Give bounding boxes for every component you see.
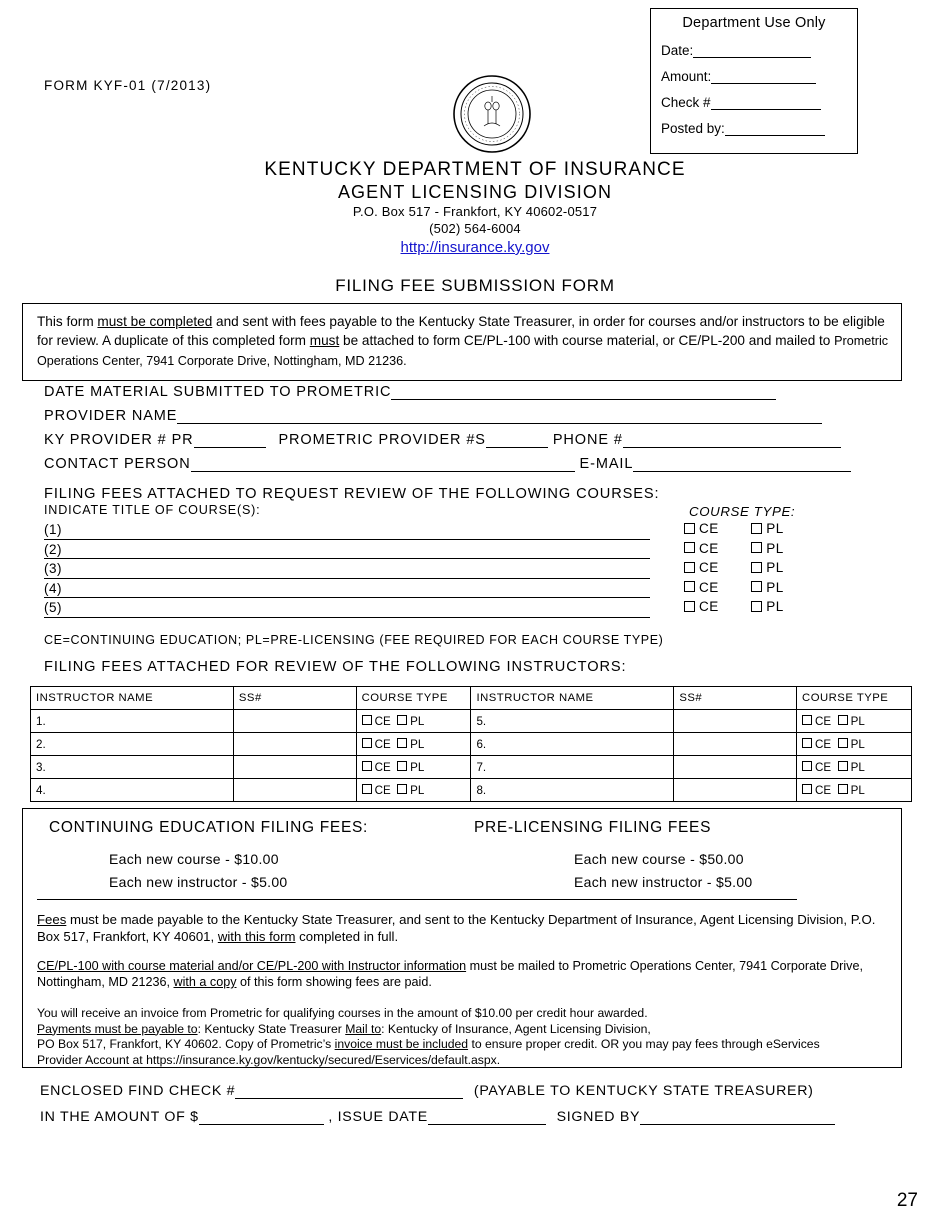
fees-p1-text-b: completed in full. xyxy=(295,929,399,944)
table-row xyxy=(31,779,912,802)
checkbox-ce-icon[interactable] xyxy=(362,784,372,794)
checkbox-pl-icon[interactable] xyxy=(838,738,848,748)
course-type-cell xyxy=(797,733,912,756)
header-ss-right: SS# xyxy=(674,687,797,710)
dept-date-label: Date: xyxy=(661,43,694,58)
ce-label: CE xyxy=(815,714,832,728)
amount-row xyxy=(40,1108,910,1134)
course-title-input[interactable] xyxy=(44,597,650,598)
dept-amount-field[interactable] xyxy=(711,70,816,84)
check-number-input[interactable] xyxy=(235,1082,463,1099)
course-type-cell xyxy=(797,779,912,802)
fees-box xyxy=(22,808,902,1068)
date-material-row xyxy=(44,383,906,407)
ky-provider-label: KY PROVIDER # PR xyxy=(44,432,194,448)
enclosed-check-row xyxy=(40,1082,910,1108)
course-type-cell xyxy=(797,710,912,733)
course-row xyxy=(44,521,910,541)
fees-p3-text-a: : Kentucky State Treasurer xyxy=(197,1021,346,1036)
pl-label: PL xyxy=(410,783,425,797)
fees-p2-underline-2: with a copy xyxy=(173,975,237,989)
ss-cell[interactable] xyxy=(233,779,356,802)
ce-label: CE xyxy=(815,783,832,797)
table-row xyxy=(31,756,912,779)
prometric-provider-label: PROMETRIC PROVIDER #S xyxy=(278,432,486,448)
course-pl-label: PL xyxy=(766,540,784,556)
course-pl-label: PL xyxy=(766,560,784,575)
issue-date-input[interactable] xyxy=(428,1108,546,1125)
table-header-row xyxy=(31,687,912,710)
course-type-cell xyxy=(797,756,912,779)
fees-instructor-row xyxy=(37,874,887,890)
notice-underline-1: must be completed xyxy=(97,314,213,329)
department-use-only-box xyxy=(650,8,858,154)
notice-box xyxy=(22,303,902,381)
ss-cell[interactable] xyxy=(674,779,797,802)
state-seal-icon xyxy=(452,74,532,154)
fees-p2-text-a: must be mailed to Prometric Operations Center, 7941 Corporate Drive, Nottingham, MD 21236, xyxy=(37,959,863,989)
course-row xyxy=(44,580,910,600)
course-ce-label: CE xyxy=(699,540,719,556)
checkbox-ce-icon[interactable] xyxy=(684,542,695,553)
checkbox-pl-icon[interactable] xyxy=(751,562,762,573)
course-row-number: (5) xyxy=(44,600,62,615)
checkbox-pl-icon[interactable] xyxy=(397,738,407,748)
agency-name-line2: AGENT LICENSING DIVISION xyxy=(337,182,613,202)
checkbox-pl-icon[interactable] xyxy=(751,542,762,553)
checkbox-ce-icon[interactable] xyxy=(362,738,372,748)
email-input[interactable] xyxy=(633,455,851,472)
course-ce-label: CE xyxy=(699,599,719,614)
notice-text-a: This form xyxy=(37,314,98,329)
provider-name-row xyxy=(44,407,906,431)
header-instructor-name-right: INSTRUCTOR NAME xyxy=(471,687,674,710)
agency-name-line1: KENTUCKY DEPARTMENT OF INSURANCE xyxy=(264,159,686,180)
checkbox-ce-icon[interactable] xyxy=(802,784,812,794)
course-ce-label: CE xyxy=(699,521,719,536)
ss-cell[interactable] xyxy=(233,710,356,733)
instructor-name-cell[interactable]: 4. xyxy=(31,779,234,802)
course-pl-label: PL xyxy=(766,579,784,595)
provider-fields xyxy=(44,383,906,479)
course-type-legend: CE=CONTINUING EDUCATION; PL=PRE-LICENSING (FEE REQUIRED FOR EACH COURSE TYPE) xyxy=(44,632,664,647)
agency-address: P.O. Box 517 - Frankfort, KY 40602-0517 xyxy=(352,204,598,219)
course-title-input[interactable] xyxy=(44,558,650,559)
dept-posted-row xyxy=(661,121,847,136)
checkbox-pl-icon[interactable] xyxy=(838,784,848,794)
instructor-name-cell[interactable]: 8. xyxy=(471,779,674,802)
fees-p3-line2 xyxy=(37,1022,887,1038)
pl-course-fee: Each new course - $50.00 xyxy=(574,851,744,867)
notice-address: Prometric Operations Center, 7941 Corporate Drive, Nottingham, MD 21236. xyxy=(37,334,889,368)
pl-label: PL xyxy=(850,783,865,797)
checkbox-ce-icon[interactable] xyxy=(802,738,812,748)
pl-label: PL xyxy=(410,760,425,774)
ss-cell[interactable] xyxy=(674,756,797,779)
instructor-name-cell[interactable]: 1. xyxy=(31,710,234,733)
header-course-type-right: COURSE TYPE xyxy=(797,687,912,710)
payable-note: (PAYABLE TO KENTUCKY STATE TREASURER) xyxy=(473,1083,814,1099)
ce-label: CE xyxy=(815,737,832,751)
instructor-name-cell[interactable]: 3. xyxy=(31,756,234,779)
course-type-cell xyxy=(356,779,471,802)
courses-section-title: FILING FEES ATTACHED TO REQUEST REVIEW OF THE FOLLOWING COURSES: xyxy=(44,486,660,502)
fees-p3-underline-3: invoice must be included xyxy=(334,1037,469,1051)
instructor-table xyxy=(30,686,912,802)
fees-paragraph-2 xyxy=(37,958,887,990)
instructor-name-cell[interactable]: 5. xyxy=(471,710,674,733)
fees-p1-underline-2: with this form xyxy=(217,929,296,944)
date-material-input[interactable] xyxy=(391,383,776,400)
fees-p3-line1: You will receive an invoice from Prometric for qualifying courses in the amount of $10.00 per credit hour awarded. xyxy=(37,1006,648,1020)
pl-instructor-fee: Each new instructor - $5.00 xyxy=(574,874,753,890)
checkbox-pl-icon[interactable] xyxy=(397,761,407,771)
ss-cell[interactable] xyxy=(674,733,797,756)
fees-p3-line4: Provider Account at https://insurance.ky.gov/kentucky/secured/Eservices/default.aspx. xyxy=(37,1052,501,1067)
fees-p1-text-a: must be made payable to the Kentucky State Treasurer, and sent to the Kentucky Department of Insurance, Agent Licensing Division, P.O. Box 517, Frankfort, KY 40601, xyxy=(37,912,876,944)
checkbox-pl-icon[interactable] xyxy=(838,761,848,771)
signed-by-label: SIGNED BY xyxy=(556,1109,641,1125)
course-type-cell xyxy=(356,733,471,756)
course-title-input[interactable] xyxy=(44,617,650,618)
dept-posted-label: Posted by: xyxy=(661,121,725,136)
ss-cell[interactable] xyxy=(233,733,356,756)
pl-fees-title: PRE-LICENSING FILING FEES xyxy=(474,819,712,836)
table-row xyxy=(31,733,912,756)
contact-person-label: CONTACT PERSON xyxy=(44,456,191,472)
agency-website-link[interactable]: http://insurance.ky.gov xyxy=(400,239,550,256)
course-type-header: COURSE TYPE: xyxy=(689,504,796,519)
email-label: E-MAIL xyxy=(579,456,634,472)
checkbox-pl-icon[interactable] xyxy=(751,601,762,612)
signature-input[interactable] xyxy=(640,1108,835,1125)
fees-p1-underline-1: Fees xyxy=(37,912,67,927)
ce-course-fee: Each new course - $10.00 xyxy=(109,851,279,867)
course-ce-label: CE xyxy=(699,560,719,575)
course-rows xyxy=(44,521,910,619)
ce-instructor-fee: Each new instructor - $5.00 xyxy=(109,874,288,890)
page-number: 27 xyxy=(896,1190,918,1211)
fees-titles-row xyxy=(37,819,887,837)
course-row-number: (1) xyxy=(44,522,62,537)
course-row xyxy=(44,560,910,580)
fees-p3-text-c: PO Box 517, Frankfort, KY 40602. Copy of Prometric’s xyxy=(37,1037,335,1051)
fees-p3-text-d: to ensure proper credit. OR you may pay fees through eServices xyxy=(468,1037,820,1051)
course-type-checkboxes xyxy=(684,541,784,556)
ce-label: CE xyxy=(374,737,391,751)
ss-cell[interactable] xyxy=(233,756,356,779)
dept-amount-row xyxy=(661,69,847,84)
checkbox-pl-icon[interactable] xyxy=(838,715,848,725)
form-header xyxy=(0,158,950,296)
date-material-label: DATE MATERIAL SUBMITTED TO PROMETRIC xyxy=(44,384,392,400)
pl-label: PL xyxy=(850,714,865,728)
ss-cell[interactable] xyxy=(674,710,797,733)
phone-input[interactable] xyxy=(623,431,841,448)
instructor-name-cell[interactable]: 6. xyxy=(471,733,674,756)
header-course-type-left: COURSE TYPE xyxy=(356,687,471,710)
amount-label: IN THE AMOUNT OF $ xyxy=(40,1109,199,1125)
dept-check-field[interactable] xyxy=(711,96,821,110)
course-type-cell xyxy=(356,756,471,779)
pl-label: PL xyxy=(410,714,425,728)
department-use-only-title: Department Use Only xyxy=(682,15,826,31)
courses-section xyxy=(44,486,910,675)
dept-check-row xyxy=(661,95,847,110)
fees-paragraph-1 xyxy=(37,911,887,945)
courses-sub-title: INDICATE TITLE OF COURSE(S): xyxy=(44,503,261,517)
phone-label: PHONE # xyxy=(552,432,623,448)
enclosed-check-label: ENCLOSED FIND CHECK # xyxy=(40,1083,236,1099)
checkbox-ce-icon[interactable] xyxy=(684,562,695,573)
fees-course-row xyxy=(37,851,887,867)
prometric-provider-input[interactable] xyxy=(486,431,548,448)
fees-divider xyxy=(37,898,797,900)
dept-date-field[interactable] xyxy=(693,44,811,58)
form-number: FORM KYF-01 (7/2013) xyxy=(44,78,212,93)
dept-check-label: Check # xyxy=(661,95,711,110)
course-type-cell xyxy=(356,710,471,733)
checkbox-ce-icon[interactable] xyxy=(802,715,812,725)
pl-label: PL xyxy=(410,737,425,751)
ky-provider-input[interactable] xyxy=(194,431,266,448)
dept-posted-field[interactable] xyxy=(725,122,825,136)
course-title-input[interactable] xyxy=(44,578,650,579)
issue-date-label: , ISSUE DATE xyxy=(328,1109,428,1125)
provider-name-label: PROVIDER NAME xyxy=(44,408,178,424)
pl-label: PL xyxy=(850,737,865,751)
dept-amount-label: Amount: xyxy=(661,69,712,84)
pl-label: PL xyxy=(850,760,865,774)
fees-p2-underline-1: CE/PL-100 with course material and/or CE/PL-200 with Instructor information xyxy=(37,959,467,973)
ce-label: CE xyxy=(374,760,391,774)
checkbox-ce-icon[interactable] xyxy=(802,761,812,771)
course-type-checkboxes xyxy=(684,599,784,614)
checkbox-ce-icon[interactable] xyxy=(684,523,695,534)
fees-p2-text-b: of this form showing fees are paid. xyxy=(236,975,432,989)
notice-text-b: and sent with fees payable to the Kentucky State Treasurer, in order for courses and/or instructors to be eligible for review. A duplicate of this completed form xyxy=(37,314,885,348)
checkbox-pl-icon[interactable] xyxy=(397,784,407,794)
course-type-checkboxes xyxy=(684,580,784,595)
checkbox-ce-icon[interactable] xyxy=(684,581,695,592)
course-row-number: (4) xyxy=(44,580,62,596)
checkbox-pl-icon[interactable] xyxy=(397,715,407,725)
header-instructor-name-left: INSTRUCTOR NAME xyxy=(31,687,234,710)
notice-underline-2: must xyxy=(309,333,340,348)
instructor-name-cell[interactable]: 2. xyxy=(31,733,234,756)
fees-p3-text-b: : Kentucky of Insurance, Agent Licensing Division, xyxy=(381,1021,651,1036)
provider-name-input[interactable] xyxy=(177,407,822,424)
table-row xyxy=(31,710,912,733)
checkbox-pl-icon[interactable] xyxy=(751,581,762,592)
ce-label: CE xyxy=(374,714,391,728)
course-type-checkboxes xyxy=(684,560,784,575)
header-ss-left: SS# xyxy=(233,687,356,710)
course-type-checkboxes xyxy=(684,521,784,536)
page-title: FILING FEE SUBMISSION FORM xyxy=(335,276,615,295)
ce-label: CE xyxy=(374,783,391,797)
fees-p3-line3 xyxy=(37,1037,887,1053)
fees-p3-underline-2: Mail to xyxy=(345,1021,382,1036)
course-pl-label: PL xyxy=(766,521,784,536)
checkbox-pl-icon[interactable] xyxy=(751,523,762,534)
course-row-number: (2) xyxy=(44,541,62,557)
amount-input[interactable] xyxy=(199,1108,324,1125)
checkbox-ce-icon[interactable] xyxy=(362,715,372,725)
contact-row xyxy=(44,455,906,479)
checkbox-ce-icon[interactable] xyxy=(362,761,372,771)
ce-label: CE xyxy=(815,760,832,774)
course-ce-label: CE xyxy=(699,579,719,595)
course-row xyxy=(44,541,910,561)
course-pl-label: PL xyxy=(766,599,784,614)
notice-text-c: be attached to form CE/PL-100 with course material, or CE/PL-200 and mailed to xyxy=(339,333,835,348)
agency-phone: (502) 564-6004 xyxy=(429,221,521,236)
fees-p3-underline-1: Payments must be payable to xyxy=(37,1021,198,1036)
provider-numbers-row xyxy=(44,431,906,455)
course-row xyxy=(44,599,910,619)
course-row-number: (3) xyxy=(44,561,62,576)
checkbox-ce-icon[interactable] xyxy=(684,601,695,612)
dept-date-row xyxy=(661,43,847,58)
ce-fees-title: CONTINUING EDUCATION FILING FEES: xyxy=(49,819,369,836)
instructor-name-cell[interactable]: 7. xyxy=(471,756,674,779)
check-details-section xyxy=(40,1082,910,1134)
course-title-input[interactable] xyxy=(44,539,650,540)
contact-person-input[interactable] xyxy=(191,455,575,472)
fees-paragraph-3 xyxy=(37,1006,887,1068)
instructors-section-title: FILING FEES ATTACHED FOR REVIEW OF THE FOLLOWING INSTRUCTORS: xyxy=(44,658,627,675)
